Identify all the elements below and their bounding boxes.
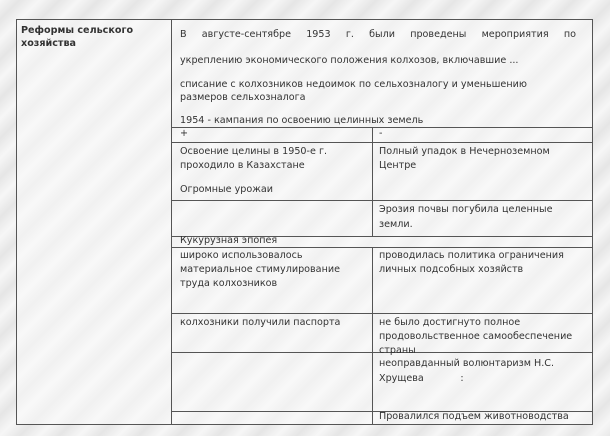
erosion-line-2: земли. xyxy=(379,219,413,230)
voluntarism-line-2: Хрущева : xyxy=(379,373,464,384)
plus-sign: + xyxy=(180,128,189,139)
minus-sign: - xyxy=(379,128,383,139)
campaign-title: 1954 - кампания по освоению целинных земель xyxy=(180,115,424,126)
erosion-line-1: Эрозия почвы погубила целенные xyxy=(379,204,553,215)
column-divider xyxy=(171,19,172,425)
row-line-2 xyxy=(171,142,592,143)
virgin-plus-line-1: Освоение целины в 1950-е г. xyxy=(180,146,328,157)
corn-plus-line-1: широко использовалось xyxy=(180,250,303,261)
intro-line-3: списание с колхозников недоимок по сельхозналогу и уменьшению xyxy=(180,79,527,90)
passports-text: колхозники получили паспорта xyxy=(180,317,341,328)
virgin-minus-line-1: Полный упадок в Нечерноземном xyxy=(379,146,550,157)
row-line-6 xyxy=(171,313,592,314)
section-title-line-2: хозяйства xyxy=(21,38,77,49)
corn-title: Кукурузная эпопея xyxy=(180,235,278,246)
corn-plus-line-3: труда колхозников xyxy=(180,278,278,289)
section-title-line-1: Реформы сельского xyxy=(21,25,134,36)
border-bottom xyxy=(16,424,593,425)
intro-line-1: В августе-сентябре 1953 г. были проведены мероприятия по xyxy=(180,29,576,40)
intro-line-4: размеров сельхозналога xyxy=(180,92,306,103)
corn-plus-line-2: материальное стимулирование xyxy=(180,264,340,275)
reforms-table xyxy=(16,19,592,424)
virgin-minus-line-2: Центре xyxy=(379,160,417,171)
virgin-plus-line-2: проходило в Казахстане xyxy=(180,160,305,171)
border-left xyxy=(16,19,17,425)
plusminus-divider-2 xyxy=(372,247,373,425)
livestock-text: Провалился подъем животноводства xyxy=(379,411,569,422)
corn-minus-line-1: проводилась политика ограничения xyxy=(379,250,564,261)
self-sufficiency-line-2: продовольственное самообеспечение xyxy=(379,331,573,342)
voluntarism-line-1: неоправданный волюнтаризм Н.С. xyxy=(379,358,555,369)
row-line-3 xyxy=(171,200,592,201)
corn-minus-line-2: личных подсобных хозяйств xyxy=(379,264,524,275)
self-sufficiency-line-1: не было достигнуто полное xyxy=(379,317,521,328)
plusminus-divider-1 xyxy=(372,127,373,236)
virgin-plus-line-3: Огромные урожаи xyxy=(180,184,273,195)
intro-line-2: укреплению экономического положения колхозов, включавшие ... xyxy=(180,55,519,66)
self-sufficiency-line-3: страны xyxy=(379,345,416,356)
border-top xyxy=(16,19,593,20)
border-right xyxy=(592,19,593,425)
